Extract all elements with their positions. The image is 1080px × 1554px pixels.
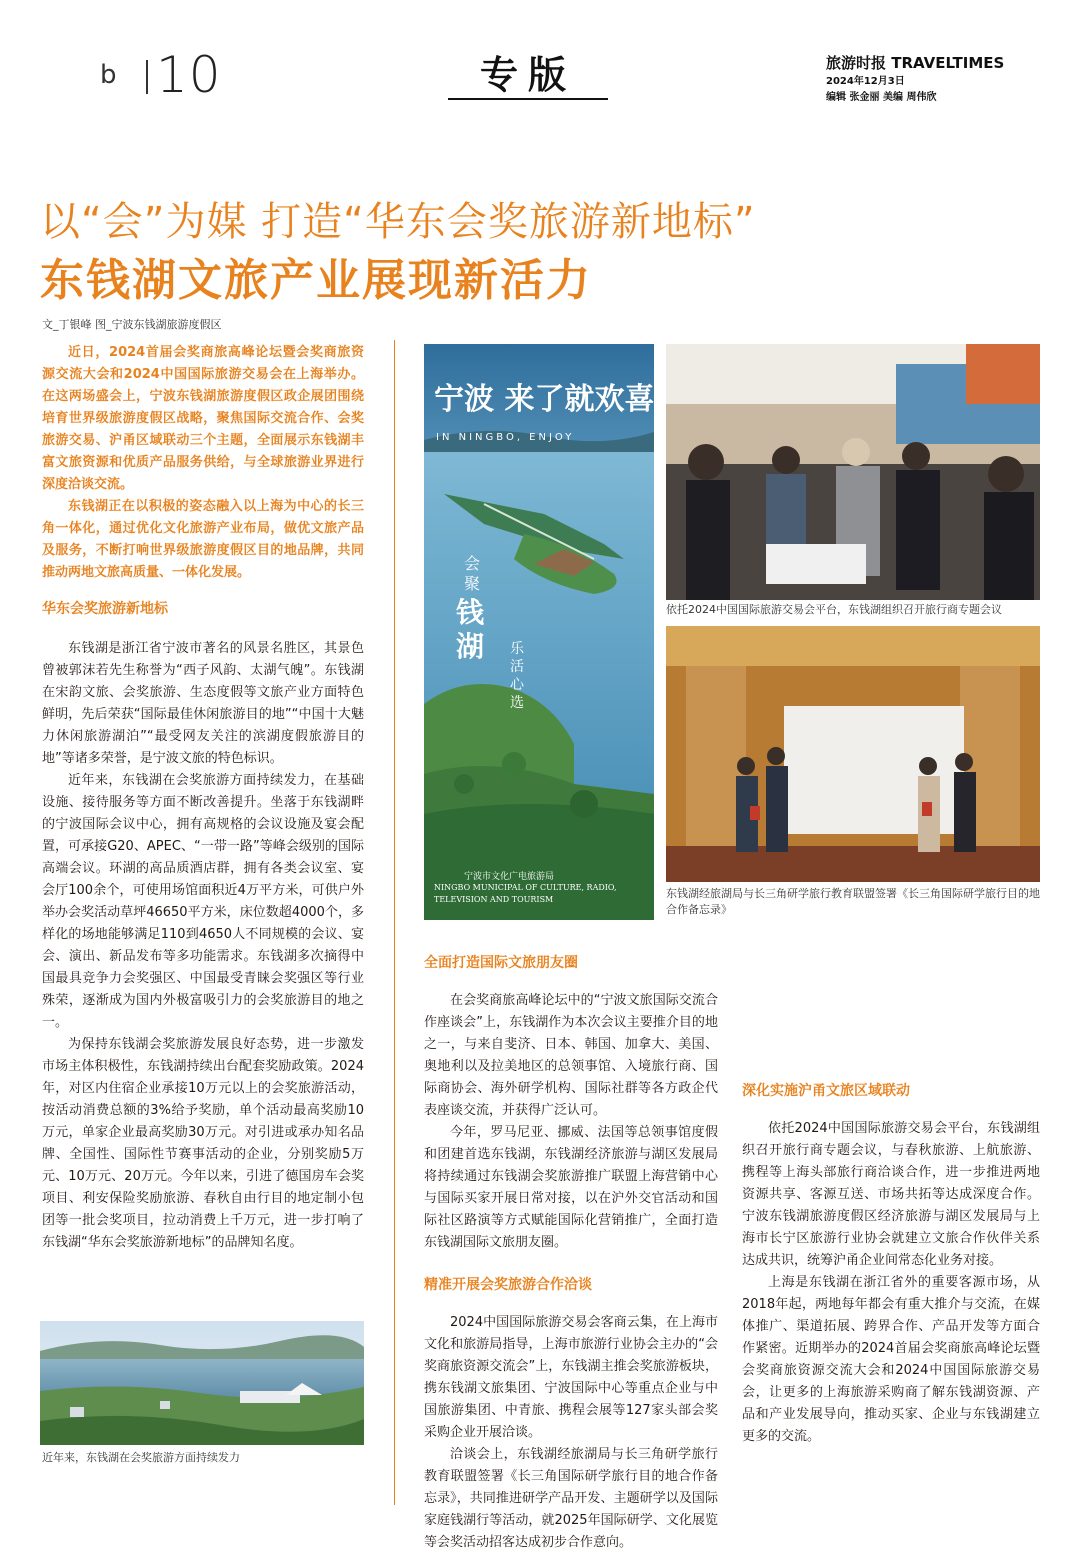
paragraph: 2024中国国际旅游交易会客商云集，在上海市文化和旅游局指导，上海市旅游行业协会主办的“会奖商旅资源交流会”上，东钱湖主推会奖旅游板块，携东钱湖文旅集团、宁波国际中心等重点企业与中国旅游集团、中青旅、携程会展等127家头部会奖采购企业开展洽谈。 <box>424 1315 718 1440</box>
signing-photo-image <box>666 626 1040 882</box>
tourism-poster <box>424 344 654 920</box>
section4-body <box>742 1118 1040 1448</box>
section3-body <box>424 1312 718 1554</box>
paper-name: 旅游时报 TRAVELTIMES <box>826 54 1005 72</box>
paper-date: 2024年12月3日 <box>826 76 905 87</box>
section-letter: b <box>100 60 117 90</box>
masthead-divider <box>146 60 148 94</box>
signing-photo <box>666 626 1040 882</box>
poster-title: 宁波 来了就欢喜 <box>434 382 654 417</box>
lede <box>42 342 364 584</box>
expo-photo <box>666 344 1040 600</box>
section4-title: 深化实施沪甬文旅区域联动 <box>742 1083 910 1099</box>
section2-body <box>424 990 718 1254</box>
signing-photo-caption: 东钱湖经旅湖局与长三角研学旅行教育联盟签署《长三角国际研学旅行目的地合作备忘录》 <box>666 887 1040 916</box>
section3-title: 精准开展会奖旅游合作洽谈 <box>424 1277 592 1293</box>
expo-photo-caption: 依托2024中国国际旅游交易会平台，东钱湖组织召开旅行商专题会议 <box>666 603 1002 616</box>
paragraph: 洽谈会上，东钱湖经旅湖局与长三角研学旅行教育联盟签署《长三角国际研学旅行目的地合作备忘录》，共同推进研学产品开发、主题研学以及国际家庭钱湖行等活动，就2025年国际研学、文化展览等会奖活动招客达成初步合作意向。 <box>424 1447 718 1550</box>
byline: 文_丁银峰 图_宁波东钱湖旅游度假区 <box>42 318 222 331</box>
page-number: 10 <box>156 46 222 104</box>
section2-title: 全面打造国际文旅朋友圈 <box>424 955 578 971</box>
lede-paragraph-2: 东钱湖正在以积极的姿态融入以上海为中心的长三角一体化，通过优化文化旅游产业布局，做优文旅产品及服务，不断打响世界级旅游度假区目的地品牌，共同推动两地文旅高质量、一体化发展。 <box>42 499 364 580</box>
section-title-rule <box>448 98 608 100</box>
paper-editors: 编辑 张金丽 美编 周伟欣 <box>826 92 937 103</box>
lake-photo-image <box>40 1321 364 1445</box>
poster-side-text1: 会聚 <box>464 554 481 593</box>
section1-title: 华东会奖旅游新地标 <box>42 601 168 617</box>
poster-side-text2: 钱湖 <box>456 596 485 663</box>
headline-line2: 东钱湖文旅产业展现新活力 <box>40 255 592 306</box>
poster-bottom-en: NINGBO MUNICIPAL OF CULTURE, RADIO, TELEVISION AND TOURISM <box>434 883 617 904</box>
paragraph: 为保持东钱湖会奖旅游发展良好态势，进一步激发市场主体积极性，东钱湖持续出台配套奖励政策。2024年，对区内住宿企业承接10万元以上的会奖旅游活动，按活动消费总额的3%给予奖励，单个活动最高奖励10万元，单家企业最高奖励30万元。对引进或承办知名品牌、全国性、国际性节赛事活动的企业，分别奖励5万元、10万元、20万元。今年以来，引进了德国房车会奖项目、利安保险奖励旅游、春秋自由行目的地定制小包团等一批会奖项目，拉动消费上千万元，进一步打响了东钱湖“华东会奖旅游新地标”的品牌知名度。 <box>42 1037 364 1250</box>
paragraph: 在会奖商旅高峰论坛中的“宁波文旅国际交流合作座谈会”上，东钱湖作为本次会议主要推介目的地之一，与来自斐济、日本、韩国、加拿大、美国、奥地利以及拉美地区的总领事馆、入境旅行商、国际商协会、海外研学机构、国际社群等各方政企代表座谈交流，并获得广泛认可。 <box>424 993 718 1118</box>
column-divider <box>394 340 395 1505</box>
paragraph: 依托2024中国国际旅游交易会平台，东钱湖组织召开旅行商专题会议，与春秋旅游、上航旅游、携程等上海头部旅行商洽谈合作，进一步推进两地资源共享、客源互送、市场共拓等达成深度合作。宁波东钱湖旅游度假区经济旅游与湖区发展局与上海市长宁区旅游行业协会就建立文旅合作伙伴关系达成共识，统筹沪甬企业间常态化业务对接。 <box>742 1121 1040 1268</box>
lede-paragraph-1: 近日，2024首届会奖商旅高峰论坛暨会奖商旅资源交流大会和2024中国国际旅游交易会在上海举办。在这两场盛会上，宁波东钱湖旅游度假区政企展团围绕培育世界级旅游度假区战略，聚焦国际交流合作、会奖旅游交易、沪甬区域联动三个主题，全面展示东钱湖丰富文旅资源和优质产品服务供给，与全球旅游业界进行深度洽谈交流。 <box>42 345 364 492</box>
paragraph: 近年来，东钱湖在会奖旅游方面持续发力，在基础设施、接待服务等方面不断改善提升。坐落于东钱湖畔的宁波国际会议中心，拥有高规格的会议设施及宴会配置，可承接G20、APEC、“一带一路”等峰会级别的国际高端会议。环湖的高品质酒店群，拥有各类会议室、宴会厅100余个，可使用场馆面积近4万平方米，可供户外举办会奖活动草坪46650平方米，床位数超4000个，多样化的场地能够满足110到4650人不同规模的会议、宴会、演出、新品发布等多功能需求。东钱湖多次摘得中国最具竞争力会奖强区、中国最受青睐会奖强区等行业殊荣，逐渐成为国内外极富吸引力的会奖旅游目的地之一。 <box>42 773 364 1030</box>
paragraph: 上海是东钱湖在浙江省外的重要客源市场，从2018年起，两地每年都会有重大推介与交流，在媒体推广、渠道拓展、跨界合作、产品开发等方面合作紧密。近期举办的2024首届会奖商旅高峰论坛暨会奖商旅资源交流大会和2024中国国际旅游交易会，让更多的上海旅游采购商了解东钱湖资源、产品和产业发展导向，推动买家、企业与东钱湖建立更多的交流。 <box>742 1275 1040 1444</box>
paragraph: 今年，罗马尼亚、挪威、法国等总领事馆度假和团建首选东钱湖，东钱湖经济旅游与湖区发展局将持续通过东钱湖会奖旅游推广联盟上海营销中心与国际买家开展日常对接，以在沪外交官活动和国际社区路演等方式赋能国际化营销推广，全面打造东钱湖国际文旅朋友圈。 <box>424 1125 718 1250</box>
section-title: 专版 <box>479 53 576 97</box>
section1-body <box>42 638 364 1254</box>
lake-photo <box>40 1321 364 1445</box>
poster-bottom-cn: 宁波市文化广电旅游局 <box>464 872 555 882</box>
expo-photo-image <box>666 344 1040 600</box>
headline-line1: 以“会”为媒 打造“华东会奖旅游新地标” <box>40 199 756 245</box>
poster-side-text3: 乐活心选 <box>510 641 524 711</box>
poster-subtitle: IN NINGBO, ENJOY <box>436 432 575 443</box>
lake-photo-caption: 近年来，东钱湖在会奖旅游方面持续发力 <box>42 1451 240 1464</box>
paragraph: 东钱湖是浙江省宁波市著名的风景名胜区，其景色曾被郭沫若先生称誉为“西子风韵、太湖气魄”。东钱湖在宋韵文旅、会奖旅游、生态度假等文旅产业方面特色鲜明，先后荣获“国际最佳休闲旅游目的地”“中国十大魅力休闲旅游湖泊”“最受网友关注的滨湖度假旅游目的地”等诸多荣誉，是宁波文旅的特色标识。 <box>42 641 364 766</box>
